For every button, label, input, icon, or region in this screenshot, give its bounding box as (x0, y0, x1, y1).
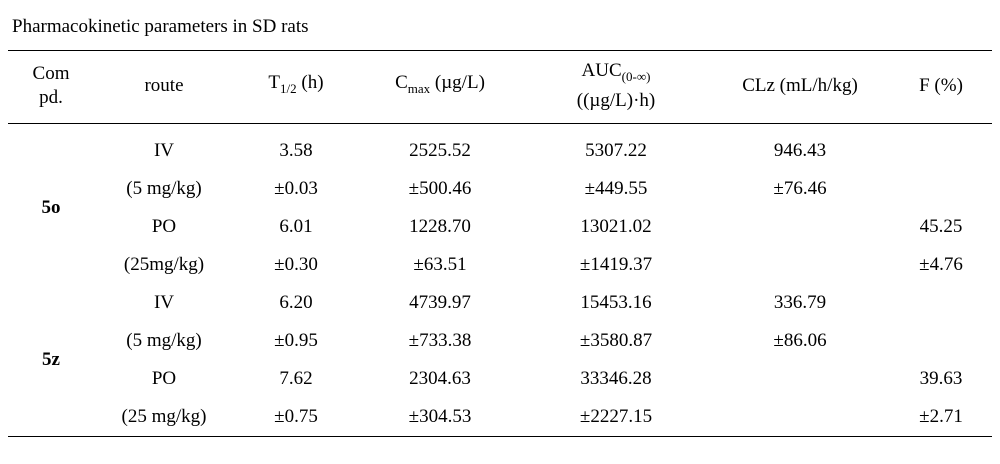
cell-t-half: 3.58 (279, 139, 313, 161)
row-compound-label: 5o (41, 196, 61, 218)
column-header-cmax-main: C (395, 72, 408, 93)
column-header-cmax-sub: max (407, 80, 431, 96)
cell-route: (5 mg/kg) (126, 329, 202, 351)
cell-cmax: 1228.70 (409, 215, 471, 237)
cell-auc: 33346.28 (580, 367, 652, 389)
cell-f: 45.25 (919, 215, 963, 237)
cell-route: PO (151, 367, 177, 389)
column-header-auc-unit: ((µg/L)·h) (576, 89, 656, 111)
cell-route: IV (153, 291, 175, 313)
cell-t-half: ±0.75 (274, 405, 318, 427)
cell-f (890, 284, 992, 322)
cell-cmax: ±733.38 (408, 329, 472, 351)
column-header-cmax-unit: (µg/L) (430, 72, 485, 93)
cell-auc: 15453.16 (580, 291, 652, 313)
cell-f: ±2.71 (919, 405, 963, 427)
row-compound-label: 5z (42, 348, 60, 370)
column-header-t-half-main: T (268, 72, 281, 93)
cell-auc: ±1419.37 (579, 253, 653, 275)
cell-f: ±4.76 (919, 253, 963, 275)
column-header-compound (8, 51, 94, 124)
cell-f: 39.63 (919, 367, 963, 389)
cell-cmax: ±500.46 (408, 177, 472, 199)
table-row (8, 322, 992, 360)
table-row (8, 246, 992, 284)
header-row (8, 51, 992, 124)
cell-auc: 13021.02 (580, 215, 652, 237)
cell-clz: 336.79 (773, 291, 827, 313)
cell-cmax: 2525.52 (409, 139, 471, 161)
cell-clz (710, 398, 890, 437)
cell-t-half: ±0.95 (274, 329, 318, 351)
column-header-cmax (358, 51, 522, 124)
table-row (8, 132, 992, 170)
cell-auc: ±3580.87 (579, 329, 653, 351)
column-header-t-half (234, 51, 358, 124)
table-row (8, 398, 992, 437)
cell-clz (710, 208, 890, 246)
cell-cmax: ±304.53 (408, 405, 472, 427)
table-header (8, 51, 992, 124)
header-separator-row (8, 123, 992, 132)
table-caption: Pharmacokinetic parameters in SD rats (12, 16, 309, 37)
cell-t-half: ±0.03 (274, 177, 318, 199)
cell-cmax: 4739.97 (409, 291, 471, 313)
pharmacokinetics-table (8, 50, 992, 437)
cell-route: (5 mg/kg) (126, 177, 202, 199)
cell-f (890, 170, 992, 208)
column-header-auc-main: AUC (581, 60, 622, 81)
cell-route: IV (153, 139, 175, 161)
column-header-t-half-sub: 1/2 (280, 80, 297, 96)
column-header-route: route (144, 74, 184, 96)
column-header-auc-sub: (0-∞) (621, 68, 651, 84)
cell-cmax: 2304.63 (409, 367, 471, 389)
cell-t-half: 7.62 (279, 367, 313, 389)
cell-auc: 5307.22 (585, 139, 647, 161)
column-header-clz: CLz (mL/h/kg) (742, 74, 858, 96)
cell-t-half: 6.01 (279, 215, 313, 237)
cell-t-half: ±0.30 (274, 253, 318, 275)
table-row (8, 360, 992, 398)
column-header-compound-line2: pd. (39, 86, 63, 108)
cell-clz: ±76.46 (773, 177, 827, 199)
cell-f (890, 322, 992, 360)
table-row (8, 208, 992, 246)
cell-f (890, 132, 992, 170)
column-header-f: F (%) (919, 74, 963, 96)
cell-clz (710, 246, 890, 284)
cell-clz: ±86.06 (773, 329, 827, 351)
column-header-compound-line1: Com (32, 62, 70, 84)
cell-auc: ±2227.15 (579, 405, 653, 427)
column-header-t-half-unit: (h) (296, 72, 324, 93)
cell-route: (25 mg/kg) (121, 405, 207, 427)
cell-auc: ±449.55 (584, 177, 648, 199)
cell-route: PO (151, 215, 177, 237)
table-body (8, 123, 992, 436)
column-header-auc (522, 51, 710, 124)
cell-cmax: ±63.51 (413, 253, 467, 275)
table-row (8, 284, 992, 322)
table-row (8, 170, 992, 208)
cell-clz (710, 360, 890, 398)
cell-t-half: 6.20 (279, 291, 313, 313)
cell-route: (25mg/kg) (123, 253, 205, 275)
cell-clz: 946.43 (773, 139, 827, 161)
